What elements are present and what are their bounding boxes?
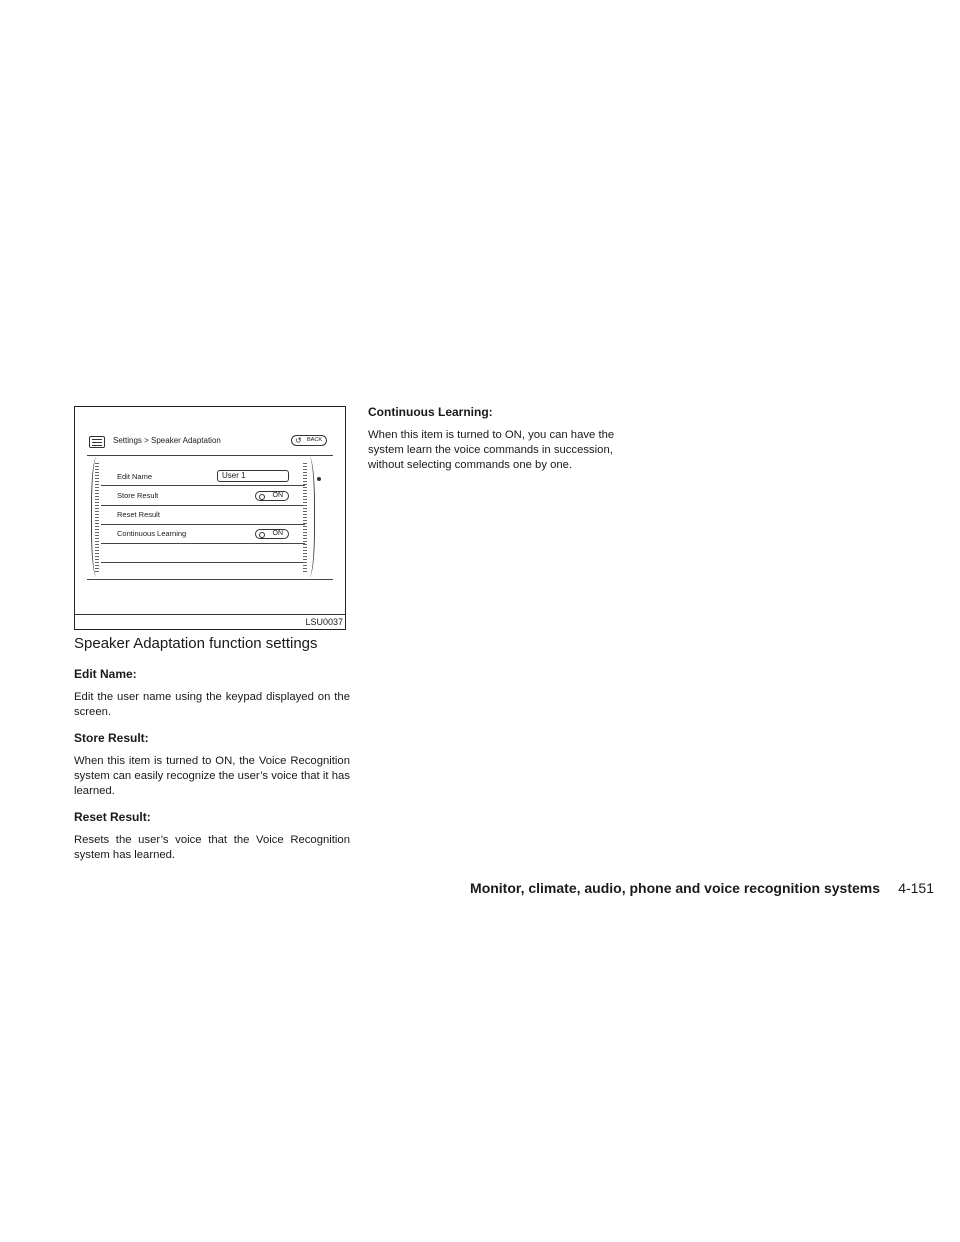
store-result-body: When this item is turned to ON, the Voice Recognition system can easily recognize the user’s voice that it has learned. [74,755,350,797]
scroll-indicator [317,477,321,481]
divider [101,485,305,486]
continuous-learning-toggle[interactable] [255,529,289,539]
breadcrumb: Settings > Speaker Adaptation [113,436,221,445]
continuous-learning-body: When this item is turned to ON, you can have the system learn the voice commands in succession, without selecting commands one by one. [368,429,615,471]
back-arrow-icon: ↺ [295,436,302,445]
page-number: 4-151 [898,880,934,896]
reset-result-heading: Reset Result: [74,810,151,824]
back-button[interactable] [291,435,327,446]
settings-screen-figure [74,406,346,630]
toggle-indicator-icon [259,532,265,538]
divider [87,579,333,580]
edit-name-body: Edit the user name using the keypad displayed on the screen. [74,691,350,718]
toggle-indicator-icon [259,494,265,500]
right-tick-scale [303,463,307,573]
store-result-heading: Store Result: [74,731,149,745]
figure-code: LSU0037 [305,617,343,627]
divider [101,524,305,525]
left-tick-scale [95,463,99,573]
back-label: BACK [307,437,322,443]
edit-name-label[interactable]: Edit Name [117,472,153,481]
store-result-toggle[interactable] [255,491,289,501]
divider [87,455,333,456]
screen-header [89,435,327,451]
edit-name-field[interactable]: User 1 [217,470,289,482]
footer-title: Monitor, climate, audio, phone and voice recognition systems [470,880,880,896]
continuous-learning-label[interactable]: Continuous Learning [117,529,187,538]
edit-name-heading: Edit Name: [74,667,137,681]
reset-result-body: Resets the user’s voice that the Voice Recognition system has learned. [74,834,350,861]
caption-divider [75,614,345,615]
page-footer [440,880,960,902]
toggle-label: ON [272,492,283,499]
left-column [74,634,350,873]
divider [101,562,305,563]
divider [101,543,305,544]
section-title: Speaker Adaptation function settings [74,635,318,652]
menu-icon [89,436,105,448]
right-column [368,404,644,483]
divider [101,505,305,506]
reset-result-label[interactable]: Reset Result [117,510,160,519]
store-result-label[interactable]: Store Result [117,491,159,500]
continuous-learning-heading: Continuous Learning: [368,405,493,419]
toggle-label: ON [272,530,283,537]
